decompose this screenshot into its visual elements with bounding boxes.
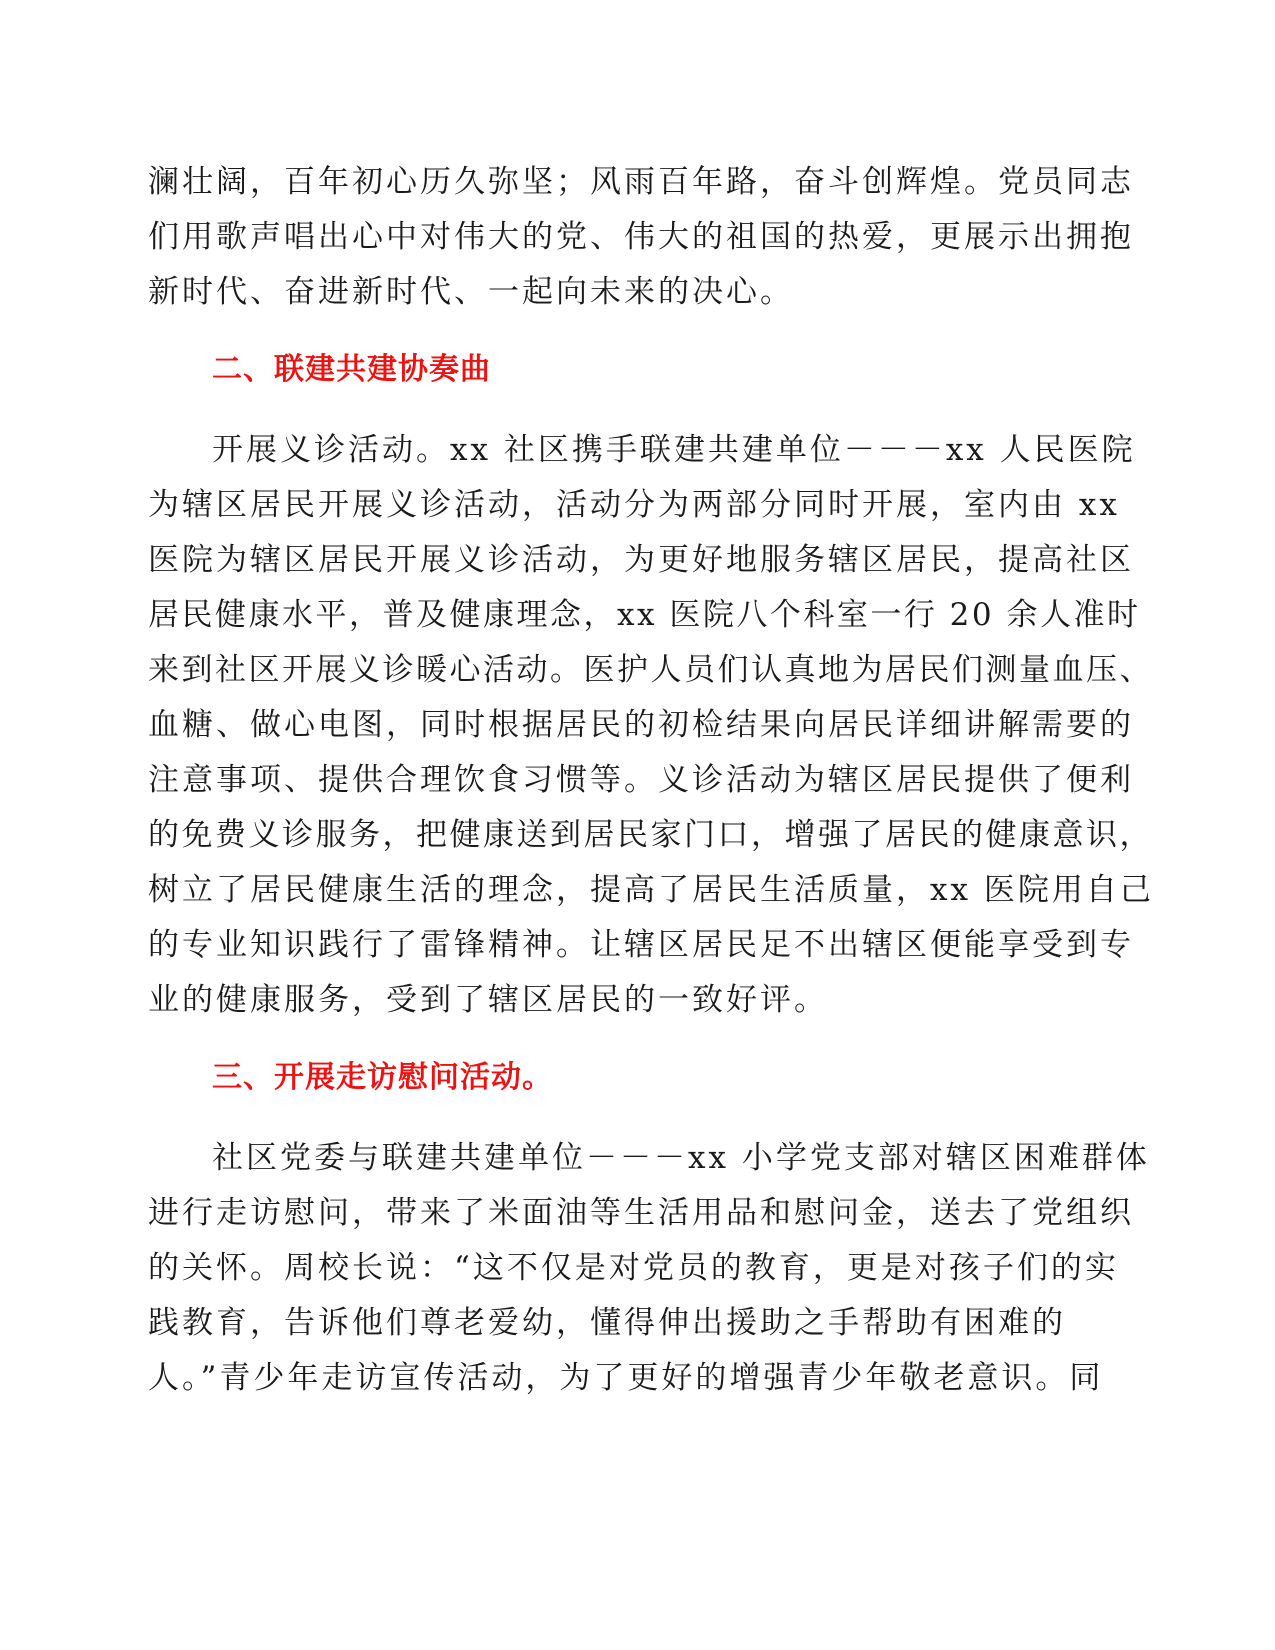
section-2-line-11: 业的健康服务，受到了辖区居民的一致好评。 [148,982,828,1018]
section-3-line-5: 人。”青少年走访宣传活动，为了更好的增强青少年敬老意识。同 [148,1360,1104,1396]
section-2-line-5: 来到社区开展义诊暖心活动。医护人员们认真地为居民们测量血压、 [148,652,1153,688]
section-2-line-8: 的免费义诊服务，把健康送到居民家门口，增强了居民的健康意识， [148,817,1153,853]
section-2-line-6: 血糖、做心电图，同时根据居民的初检结果向居民详细讲解需要的 [148,707,1134,743]
section-2-heading: 二、联建共建协奏曲 [212,352,491,387]
section-3-line-4: 践教育，告诉他们尊老爱幼，懂得伸出援助之手帮助有困难的 [148,1305,1066,1341]
section-2-line-3: 医院为辖区居民开展义诊活动，为更好地服务辖区居民，提高社区 [148,542,1134,578]
section-3-heading: 三、开展走访慰问活动。 [212,1060,553,1095]
section-2-line-4: 居民健康水平，普及健康理念，xx 医院八个科室一行 20 余人准时 [148,597,1141,633]
intro-line-3: 新时代、奋进新时代、一起向未来的决心。 [148,274,794,310]
section-3-line-2: 进行走访慰问，带来了米面油等生活用品和慰问金，送去了党组织 [148,1195,1134,1231]
section-2-line-10: 的专业知识践行了雷锋精神。让辖区居民足不出辖区便能享受到专 [148,927,1134,963]
section-2-line-7: 注意事项、提供合理饮食习惯等。义诊活动为辖区居民提供了便利 [148,762,1134,798]
section-3-line-1: 社区党委与联建共建单位－－－xx 小学党支部对辖区困难群体 [212,1140,1150,1176]
intro-line-1: 澜壮阔，百年初心历久弥坚；风雨百年路，奋斗创辉煌。党员同志 [148,164,1134,200]
intro-line-2: 们用歌声唱出心中对伟大的党、伟大的祖国的热爱，更展示出拥抱 [148,219,1134,255]
section-2-line-1: 开展义诊活动。xx 社区携手联建共建单位－－－xx 人民医院 [212,432,1136,468]
section-2-line-2: 为辖区居民开展义诊活动，活动分为两部分同时开展，室内由 xx [148,487,1120,523]
section-2-line-9: 树立了居民健康生活的理念，提高了居民生活质量，xx 医院用自己 [148,872,1154,908]
section-3-line-3: 的关怀。周校长说：“这不仅是对党员的教育，更是对孩子们的实 [148,1250,1119,1286]
